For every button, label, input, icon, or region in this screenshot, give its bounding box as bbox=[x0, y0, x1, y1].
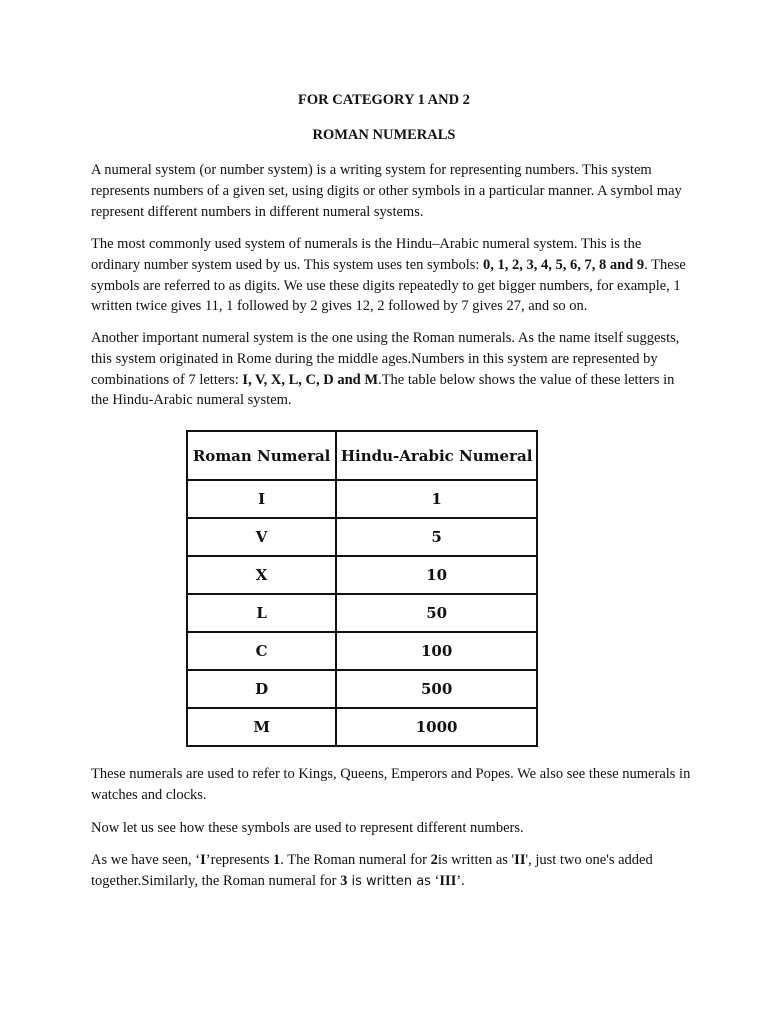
paragraph-text: . These symbols are referred to as digits. We use these digits repeatedly to get bigger numbers, for example, 1 written twice gives 11, 1 followed by 2 gives 12, 2 followed by 7 gives 27, and so on. bbox=[91, 256, 686, 315]
table-row bbox=[187, 480, 537, 518]
arabic-cell: 5 bbox=[336, 518, 537, 556]
digit-symbols: 0, 1, 2, 3, 4, 5, 6, 7, 8 and 9 bbox=[483, 256, 645, 273]
roman-cell: V bbox=[187, 518, 336, 556]
roman-cell: M bbox=[187, 708, 336, 746]
arabic-cell: 100 bbox=[336, 632, 537, 670]
roman-cell: X bbox=[187, 556, 336, 594]
paragraph-text: .The table below shows the value of these letters in the Hindu-Arabic numeral system. bbox=[91, 371, 675, 409]
number-three: 3 bbox=[340, 872, 348, 889]
roman-cell: C bbox=[187, 632, 336, 670]
column-header-roman: Roman Numeral bbox=[187, 431, 336, 480]
page-title: ROMAN NUMERALS bbox=[312, 127, 456, 143]
paragraph-text: As we have seen, ‘ bbox=[91, 852, 201, 868]
paragraph-transition: Now let us see how these symbols are used to represent different numbers. bbox=[91, 820, 524, 836]
paragraph-text: ', just two one's added together.Similarly, the Roman numeral for bbox=[91, 852, 653, 889]
numeral-i: I bbox=[200, 852, 206, 868]
paragraph-usage: These numerals are used to refer to Kings, Queens, Emperors and Popes. We also see these numerals in watches and clocks. bbox=[91, 766, 691, 803]
paragraph-text: is written as bbox=[347, 873, 431, 889]
paragraph-text: The most commonly used system of numerals is the Hindu–Arabic numeral system. This is the ordinary number system used by us. This system uses ten symbols: bbox=[91, 236, 642, 273]
numeral-iii: III bbox=[439, 872, 457, 889]
arabic-cell: 50 bbox=[336, 594, 537, 632]
paragraph-text: . The Roman numeral for bbox=[280, 852, 431, 868]
table-row bbox=[187, 556, 537, 594]
roman-letters: I, V, X, L, C, D and M bbox=[242, 371, 379, 388]
paragraph-roman-system bbox=[91, 328, 691, 411]
paragraph-examples bbox=[91, 850, 691, 893]
table-row bbox=[187, 708, 537, 746]
table-row bbox=[187, 518, 537, 556]
paragraph-text: is written as ' bbox=[437, 852, 515, 868]
arabic-cell: 1000 bbox=[336, 708, 537, 746]
paragraph-intro: A numeral system (or number system) is a writing system for representing numbers. This system represents numbers of a given set, using digits or other symbols in a particular manner. A symbol may represent different numbers in different numeral systems. bbox=[91, 162, 682, 220]
column-header-arabic: Hindu-Arabic Numeral bbox=[336, 431, 537, 480]
numeral-ii: II bbox=[514, 852, 526, 868]
roman-cell: I bbox=[187, 480, 336, 518]
paragraph-hindu-arabic bbox=[91, 234, 691, 317]
arabic-cell: 500 bbox=[336, 670, 537, 708]
numerals-table bbox=[186, 430, 538, 747]
arabic-cell: 10 bbox=[336, 556, 537, 594]
table-row bbox=[187, 670, 537, 708]
table-row bbox=[187, 594, 537, 632]
paragraph-text: Another important numeral system is the one using the Roman numerals. As the name itself suggests, this system originated in Rome during the middle ages.Numbers in this system are represented by combinations of 7 letters: bbox=[91, 330, 680, 388]
paragraph-text: ’represents bbox=[205, 852, 274, 868]
category-heading: FOR CATEGORY 1 AND 2 bbox=[298, 92, 470, 108]
paragraph-text: ‘ bbox=[430, 872, 440, 889]
table-header-row bbox=[187, 431, 537, 480]
table-row bbox=[187, 632, 537, 670]
paragraph-text: ’. bbox=[456, 872, 465, 889]
roman-cell: L bbox=[187, 594, 336, 632]
number-two: 2 bbox=[430, 852, 438, 868]
arabic-cell: 1 bbox=[336, 480, 537, 518]
number-one: 1 bbox=[273, 852, 281, 868]
roman-cell: D bbox=[187, 670, 336, 708]
